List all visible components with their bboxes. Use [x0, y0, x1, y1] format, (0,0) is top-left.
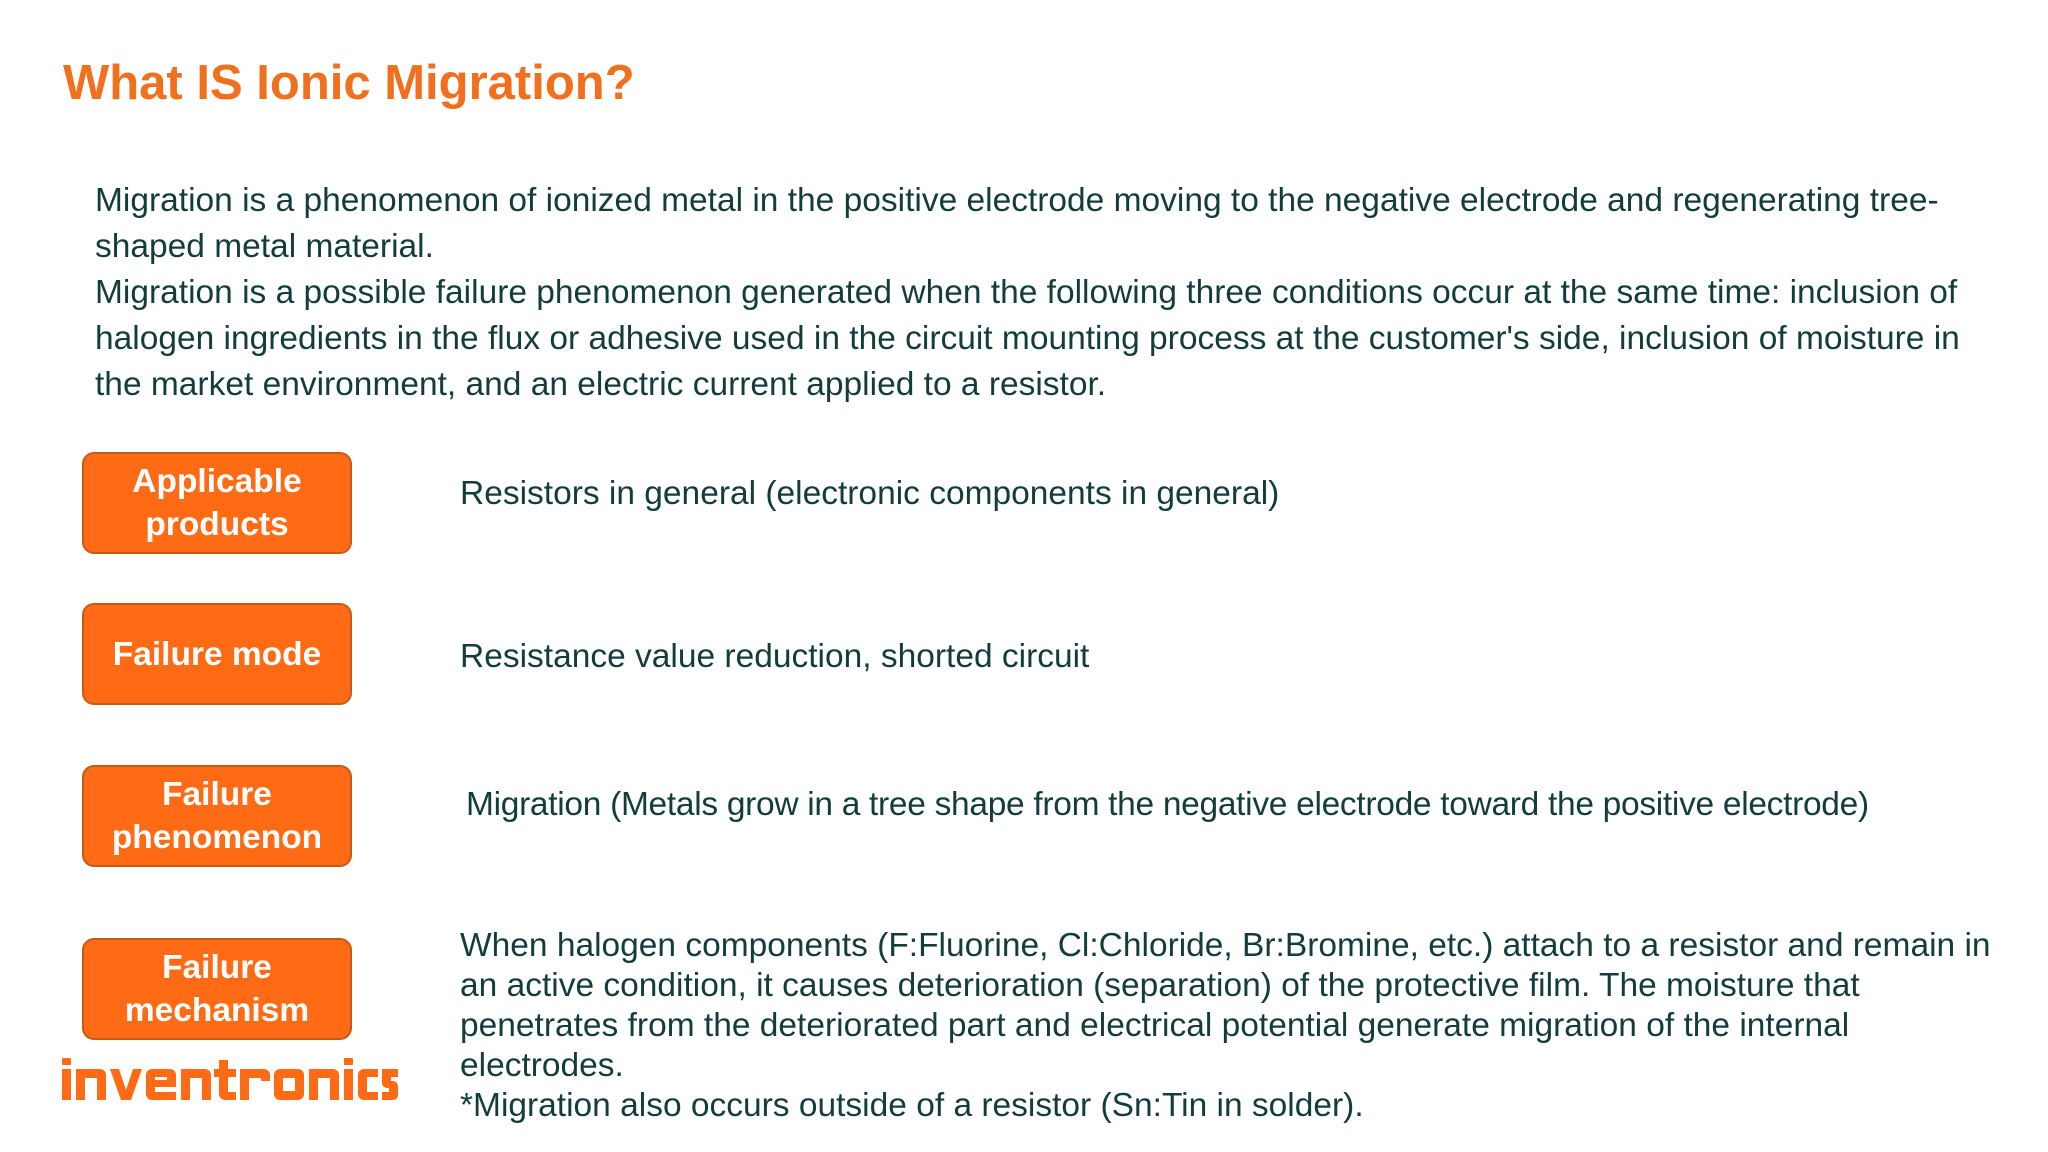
label-box-failure-phenomenon [82, 765, 352, 867]
row-value-failure-phenomenon: Migration (Metals grow in a tree shape from the negative electrode toward the positive electrode) [466, 786, 1869, 823]
row-value-failure-mode: Resistance value reduction, shorted circuit [460, 638, 1090, 675]
label-box-failure-mode [82, 603, 352, 705]
label-box-applicable-products [82, 452, 352, 554]
mechanism-note: *Migration also occurs outside of a resistor (Sn:Tin in solder). [460, 1087, 1364, 1124]
label-box-text: Applicable products [132, 463, 302, 543]
mechanism-description: When halogen components (F:Fluorine, Cl:Chloride, Br:Bromine, etc.) attach to a resistor and remain in an active condition, it causes deterioration (separation) of the protective film. The moisture that penetrates from the deteriorated part and electrical potential generate migration of the internal electrodes. [460, 927, 1991, 1084]
label-box-text: Failure mechanism [124, 949, 310, 1029]
intro-text [95, 178, 2015, 408]
intro-paragraph: Migration is a phenomenon of ionized metal in the positive electrode moving to the negative electrode and regenerating tree-shaped metal material. [95, 182, 1939, 265]
intro-paragraph: Migration is a possible failure phenomenon generated when the following three conditions occur at the same time: inclusion of halogen ingredients in the flux or adhesive used in the circuit mounting process at the customer's side, inclusion of moisture in the market environment, and an electric current applied to a resistor. [95, 274, 1960, 403]
row-value-failure-mechanism [460, 926, 2020, 1126]
row-value-applicable-products: Resistors in general (electronic components in general) [460, 475, 1280, 512]
label-box-text: Failure mode [112, 635, 322, 673]
label-box-text: Failure phenomenon [111, 776, 323, 856]
label-box-failure-mechanism [82, 938, 352, 1040]
inventronics-logo [60, 1050, 400, 1110]
page-title: What IS Ionic Migration? [63, 56, 635, 110]
